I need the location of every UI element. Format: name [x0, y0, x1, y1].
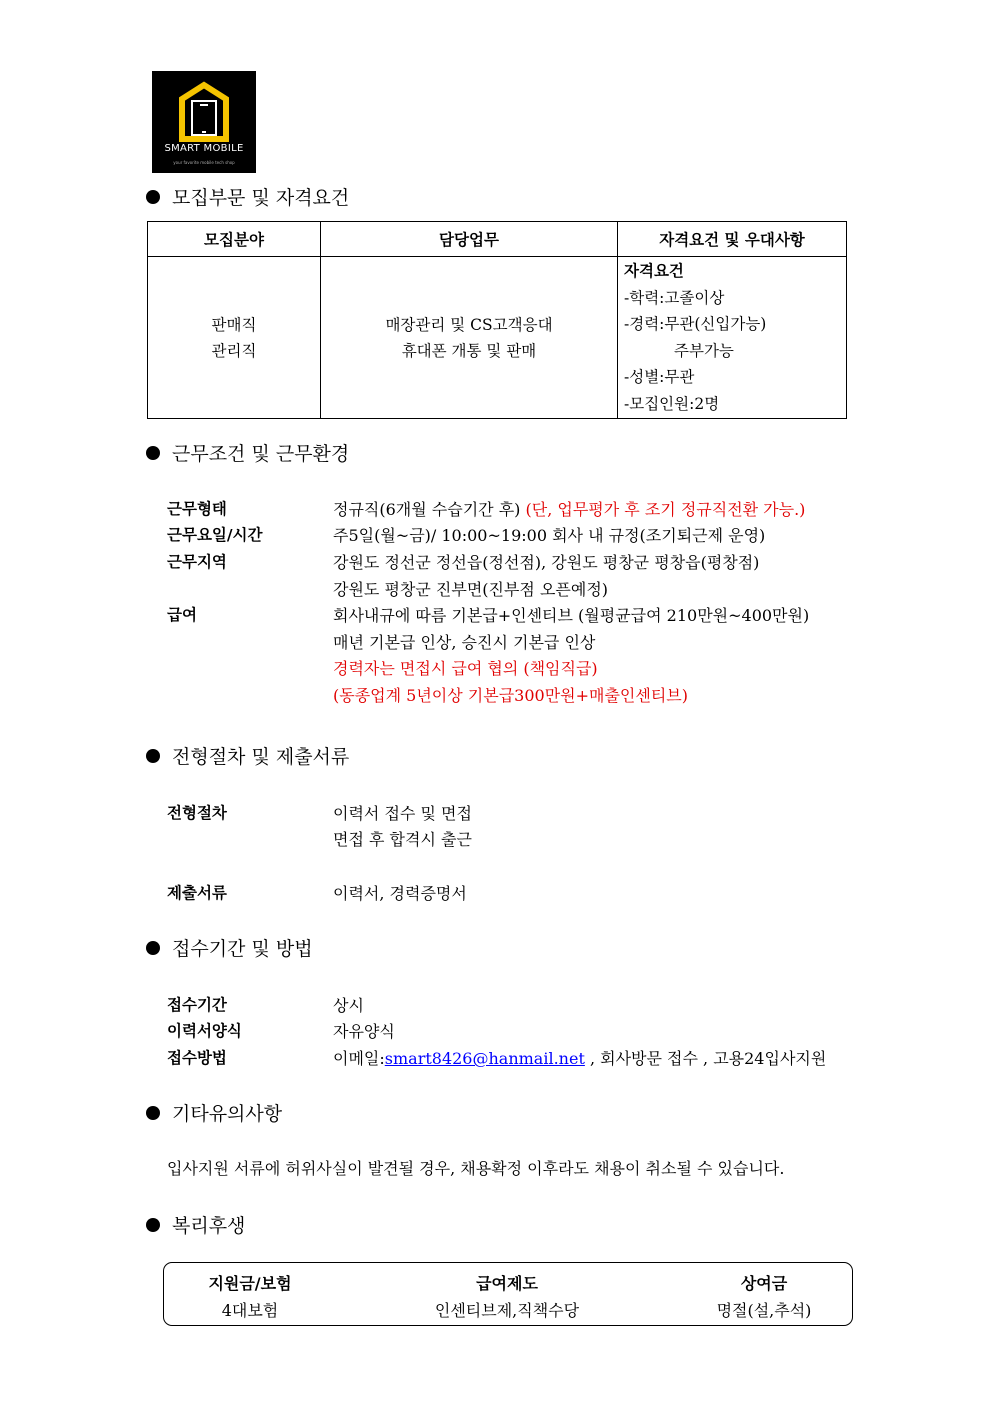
- qual-item: -경력:무관(신입가능): [624, 315, 767, 333]
- duty-item: 휴대폰 개통 및 판매: [401, 341, 537, 360]
- cell-field: [148, 257, 321, 419]
- duty-item: 매장관리 및 CS고객응대: [385, 315, 553, 334]
- bullet-icon: [146, 446, 160, 460]
- method-value: [333, 1046, 826, 1069]
- method-prefix: 이메일:: [333, 1049, 385, 1068]
- qual-item: 주부가능: [674, 341, 734, 360]
- pay-value: 회사내규에 따름 기본급+인센티브 (월평균급여 210만원~400만원): [333, 606, 810, 625]
- welfare-value: 4대보험: [221, 1301, 279, 1320]
- welfare-value: 인센티브제,직책수당: [434, 1301, 580, 1320]
- pay-label: 급여: [167, 606, 197, 624]
- form-label: 이력서양식: [167, 1022, 242, 1040]
- docs-label: 제출서류: [167, 884, 227, 902]
- cell-duties: [321, 257, 618, 419]
- region-value: 강원도 정선군 정선읍(정선점), 강원도 평창군 평창읍(평창점): [333, 553, 760, 572]
- phone-house-icon: [152, 71, 256, 143]
- type-text: 정규직(6개월 수습기간 후): [333, 500, 521, 519]
- region-value: 강원도 평창군 진부면(진부점 오픈예정): [333, 580, 609, 599]
- step-item: 이력서 접수 및 면접: [333, 804, 472, 823]
- bullet-icon: [146, 1218, 160, 1232]
- pay-value: 매년 기본급 인상, 승진시 기본급 인상: [333, 633, 596, 652]
- section-title: 접수기간 및 방법: [172, 938, 313, 960]
- section-title: 전형절차 및 제출서류: [172, 746, 350, 768]
- bullet-icon: [146, 749, 160, 763]
- bullet-icon: [146, 941, 160, 955]
- section-notes: [146, 1099, 282, 1126]
- section-apply: [146, 934, 313, 961]
- header-field: 모집분야: [148, 222, 321, 257]
- region-label: 근무지역: [167, 553, 227, 571]
- section-conditions: [146, 439, 349, 466]
- bullet-icon: [146, 1106, 160, 1120]
- welfare-box: [163, 1262, 853, 1326]
- welfare-value: 명절(설,추석): [716, 1301, 812, 1320]
- step-item: 면접 후 합격시 출근: [333, 830, 472, 849]
- days-label: 근무요일/시간: [167, 526, 263, 544]
- section-title: 기타유의사항: [172, 1103, 283, 1125]
- docs-value: 이력서, 경력증명서: [333, 884, 467, 903]
- field-item: 관리직: [211, 341, 257, 360]
- section-recruit: [146, 183, 349, 210]
- qual-item: -학력:고졸이상: [624, 288, 725, 307]
- qual-item: -성별:무관: [624, 368, 695, 386]
- cell-quals: [618, 257, 847, 419]
- welfare-header: 지원금/보험: [208, 1274, 292, 1293]
- email-link[interactable]: smart8426@hanmail.net: [384, 1049, 585, 1068]
- header-duties: 담당업무: [321, 222, 618, 257]
- bullet-icon: [146, 190, 160, 204]
- days-value: 주5일(월~금)/ 10:00~19:00 회사 내 규정(조기퇴근제 운영): [333, 526, 766, 545]
- notes-text: 입사지원 서류에 허위사실이 발견될 경우, 채용확정 이후라도 채용이 취소될 수 있습니다.: [167, 1159, 785, 1178]
- recruit-table: [147, 221, 847, 419]
- type-label: 근무형태: [167, 500, 227, 518]
- pay-note: (동종업계 5년이상 기본급300만원+매출인센티브): [333, 686, 688, 705]
- header-quals: 자격요건 및 우대사항: [618, 222, 847, 257]
- method-label: 접수방법: [167, 1049, 227, 1067]
- section-process: [146, 742, 349, 769]
- welfare-header: 급여제도: [476, 1274, 538, 1293]
- qual-item: -모집인원:2명: [624, 394, 720, 413]
- logo-brand: SMART MOBILE: [164, 143, 244, 154]
- form-value: 자유양식: [333, 1022, 395, 1041]
- section-title: 복리후생: [172, 1215, 246, 1237]
- company-logo: [152, 71, 256, 173]
- field-item: 판매직: [211, 315, 257, 334]
- type-value: [333, 497, 805, 520]
- section-welfare: [146, 1211, 245, 1238]
- type-note: (단, 업무평가 후 조기 정규직전환 가능.): [525, 500, 806, 519]
- welfare-header: 상여금: [740, 1274, 788, 1293]
- steps-label: 전형절차: [167, 804, 227, 822]
- section-title: 모집부문 및 자격요건: [172, 187, 350, 209]
- period-label: 접수기간: [167, 996, 227, 1014]
- method-suffix: , 회사방문 접수 , 고용24입사지원: [584, 1049, 827, 1068]
- pay-note: 경력자는 면접시 급여 협의 (책임직급): [333, 659, 598, 678]
- period-value: 상시: [333, 996, 364, 1015]
- logo-tagline: your favorite mobile tech shop: [173, 160, 235, 165]
- quals-title: 자격요건: [624, 262, 684, 280]
- section-title: 근무조건 및 근무환경: [172, 443, 350, 465]
